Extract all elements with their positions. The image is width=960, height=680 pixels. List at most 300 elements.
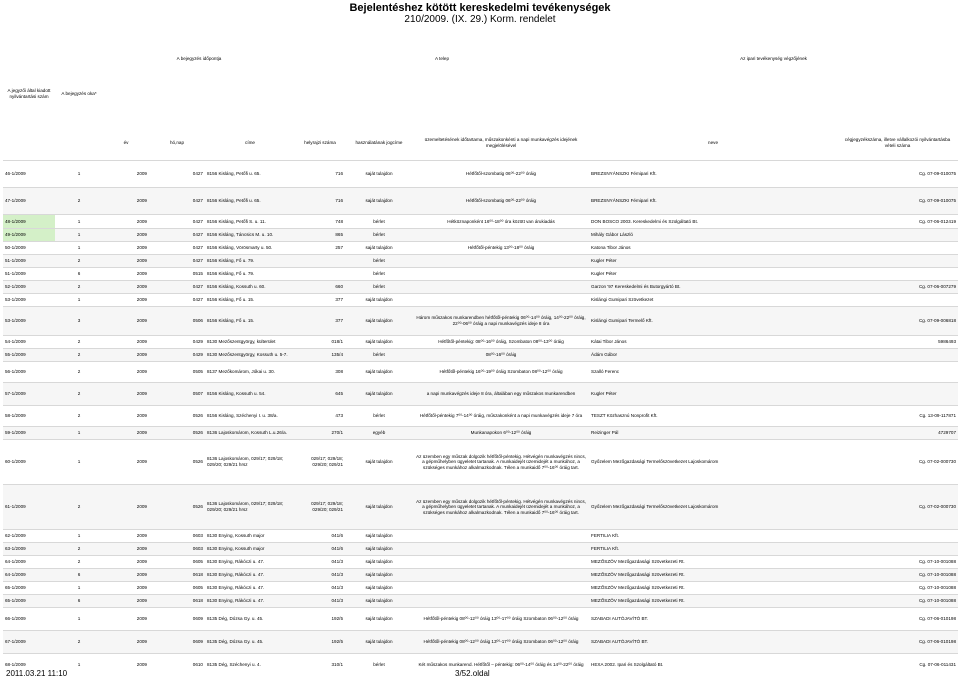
table-row <box>3 281 958 294</box>
table-cell-address: 8130 Enying, Kossuth major <box>205 543 295 556</box>
page-title: Bejelentéshez kötött kereskedelmi tevékenységek <box>349 2 611 14</box>
table-cell-month-day: 0427 <box>149 281 205 294</box>
header-type: A bejegyzés oka* <box>55 52 103 136</box>
table-cell-type: 6 <box>55 595 103 608</box>
table-cell-name: Kislángi Gumipari Szövetkezet <box>589 294 837 307</box>
table-cell-hours: a napi munkavégzés ideje 8 óra, általában egy műszakos munkarendben <box>413 383 589 406</box>
table-cell-lot: 716 <box>295 161 345 188</box>
table-cell-hours: Hétfőtől-péntekig: 08⁰⁰-16⁰⁰ óráig, Szombaton 08⁰⁰-13⁰⁰ óráig <box>413 336 589 349</box>
table-row <box>3 543 958 556</box>
table-cell-name: Garzon '97 Kereskedelmi és Butorgyártó Bt. <box>589 281 837 294</box>
table-cell-lot: 473 <box>295 406 345 427</box>
table-cell-address: 8156 Kisláng, Vörösmarty u. 50. <box>205 242 295 255</box>
table-cell-year: 2009 <box>103 427 149 440</box>
header-time-group: A bejegyzés időpontja <box>103 52 295 66</box>
table-row <box>3 188 958 215</box>
table-cell-hours: Hétfőtől-péntekig 08⁰⁰-12⁰⁰ óráig 13⁰⁰-17⁰⁰ óráig Szombaton 06⁰⁰-12⁰⁰ óráig <box>413 608 589 631</box>
table-cell-name: Reizinger Pál <box>589 427 837 440</box>
table-cell-type: 1 <box>55 582 103 595</box>
table-cell-use: saját tulajdon <box>345 383 413 406</box>
table-cell-hours <box>413 229 589 242</box>
table-cell-use: bérlet <box>345 654 413 677</box>
table-cell-use: saját tulajdon <box>345 485 413 530</box>
table-cell-year: 2009 <box>103 215 149 229</box>
table-cell-name: MEZŐSZÖV Mezőgazdasági Szövetkezeti Rt. <box>589 556 837 569</box>
table-row <box>3 440 958 485</box>
table-cell-company-no: Cg. 07-10-001088 <box>837 595 958 608</box>
table-cell-company-no <box>837 349 958 362</box>
table-cell-reg-no: 64-1/2009 <box>3 569 55 582</box>
table-cell-lot: 660 <box>295 281 345 294</box>
table-cell-lot: 308 <box>295 362 345 383</box>
table-cell-type: 2 <box>55 383 103 406</box>
table-cell-type: 2 <box>55 336 103 349</box>
table-cell-address: 8130 Enying, Rákóczi u. 47. <box>205 582 295 595</box>
table-cell-reg-no: 55-1/2009 <box>3 349 55 362</box>
table-cell-hours <box>413 255 589 268</box>
table-cell-year: 2009 <box>103 229 149 242</box>
table-cell-reg-no: 46-1/2009 <box>3 161 55 188</box>
table-cell-type: 1 <box>55 530 103 543</box>
table-cell-address: 8156 Kisláng, Petőfi u. 65. <box>205 188 295 215</box>
table-cell-reg-no: 61-1/2009 <box>3 485 55 530</box>
table-cell-name: MEZŐSZÖV Mezőgazdasági Szövetkezeti Rt. <box>589 569 837 582</box>
table-cell-year: 2009 <box>103 294 149 307</box>
table-cell-address: 8130 Enying, Kossuth major <box>205 530 295 543</box>
table-cell-type: 1 <box>55 427 103 440</box>
table-cell-company-no <box>837 362 958 383</box>
table-cell-address: 8130 Enying, Rákóczi u. 47. <box>205 569 295 582</box>
table-cell-use: saját tulajdon <box>345 294 413 307</box>
table-cell-use: saját tulajdon <box>345 242 413 255</box>
table-cell-year: 2009 <box>103 362 149 383</box>
table-cell-type: 1 <box>55 654 103 677</box>
table-cell-company-no <box>837 530 958 543</box>
table-cell-reg-no: 51-1/2009 <box>3 255 55 268</box>
table-cell-hours: Hétfőtől-péntekig 13⁰⁰-18⁰⁰ óráig <box>413 242 589 255</box>
table-cell-company-no: Cg. 07-10-001088 <box>837 582 958 595</box>
table-cell-reg-no: 53-1/2009 <box>3 294 55 307</box>
table-cell-use: bérlet <box>345 268 413 281</box>
table-cell-hours <box>413 556 589 569</box>
table-cell-use: bérlet <box>345 406 413 427</box>
table-cell-type: 2 <box>55 631 103 654</box>
table-cell-reg-no: 56-1/2009 <box>3 362 55 383</box>
table-cell-hours: 08⁰⁰-16⁰⁰ óráig <box>413 349 589 362</box>
table-cell-name: FERTILIA Kft. <box>589 530 837 543</box>
table-cell-name: Győzelem Mezőgazdasági Termelőszövetkezet Lajoskomárom <box>589 440 837 485</box>
table-cell-name: SZABADI AUTÓJAVÍTÓ BT. <box>589 631 837 654</box>
table-cell-year: 2009 <box>103 406 149 427</box>
table-row <box>3 556 958 569</box>
table-cell-reg-no: 66-1/2009 <box>3 608 55 631</box>
table-cell-lot <box>295 255 345 268</box>
table-cell-address: 8156 Kisláng, Kossuth u. 60. <box>205 281 295 294</box>
table-cell-type: 2 <box>55 556 103 569</box>
table-cell-lot: 310/1 <box>295 654 345 677</box>
table-cell-use: bérlet <box>345 229 413 242</box>
table-cell-year: 2009 <box>103 349 149 362</box>
table-cell-type: 2 <box>55 349 103 362</box>
table-cell-reg-no: 52-1/2009 <box>3 281 55 294</box>
header-address: címe <box>205 136 295 150</box>
table-row <box>3 427 958 440</box>
table-cell-reg-no: 47-1/2009 <box>3 188 55 215</box>
table-row <box>3 569 958 582</box>
table-cell-reg-no: 50-1/2009 <box>3 242 55 255</box>
table-row <box>3 608 958 631</box>
table-cell-company-no: Cg. 07-06-012419 <box>837 215 958 229</box>
table-cell-month-day: 0605 <box>149 556 205 569</box>
table-cell-company-no: Cg. 07-02-000730 <box>837 485 958 530</box>
table-cell-type: 2 <box>55 281 103 294</box>
table-row <box>3 383 958 406</box>
table-cell-reg-no: 51-1/2009 <box>3 268 55 281</box>
table-cell-address: 8156 Kisláng, Fő u. 15. <box>205 307 295 336</box>
table-cell-address: 8156 Kisláng, Fő u. 15. <box>205 294 295 307</box>
table-cell-name: TESZT Közhasznú Nonprofit Kft. <box>589 406 837 427</box>
table-cell-company-no <box>837 543 958 556</box>
table-cell-reg-no: 57-1/2009 <box>3 383 55 406</box>
table-cell-month-day: 0427 <box>149 215 205 229</box>
table-cell-hours: Hétfőtől-péntekig 08⁰⁰-12⁰⁰ óráig 13⁰⁰-17⁰⁰ óráig Szombaton 06⁰⁰-12⁰⁰ óráig <box>413 631 589 654</box>
table-cell-address: 8135 Dég, Széchenyi u. 4. <box>205 654 295 677</box>
table-cell-month-day: 0603 <box>149 530 205 543</box>
table-cell-address: 8156 Kisláng, Táncsics M. u. 10. <box>205 229 295 242</box>
table-cell-year: 2009 <box>103 383 149 406</box>
table-cell-use: bérlet <box>345 349 413 362</box>
table-cell-use: saját tulajdon <box>345 307 413 336</box>
table-cell-month-day: 0526 <box>149 440 205 485</box>
table-cell-year: 2009 <box>103 336 149 349</box>
table-cell-hours: Munkanapokon 6⁰⁰-12⁰⁰ óráig <box>413 427 589 440</box>
footer-timestamp: 2011.03.21 11:10 <box>6 669 68 678</box>
table-cell-lot: 029/17; 029/18; 029/20; 029/21 <box>295 485 345 530</box>
table-cell-lot: 257 <box>295 242 345 255</box>
table-cell-company-no <box>837 294 958 307</box>
table-cell-hours: Az üzemben egy műszak dolgozik hétfőtől-péntekig. Hétvégén munkavégzés nincs, a gépműhelyben ügyeletet tartanak. A munkaidejét üzemidejét a munkához, a szükséges munkához alkalmazkodnak. Télen a munkaidő 7⁰⁰-16⁰⁰ óráig tart. <box>413 485 589 530</box>
table-cell-address: 8135 Dég, Dózsa Gy. u. 45. <box>205 631 295 654</box>
table-cell-type: 3 <box>55 307 103 336</box>
table-cell-address: 8130 Enying, Rákóczi u. 47. <box>205 556 295 569</box>
header-company-no: cégjegyzékszáma, illetve vállalkozói nyilvántartásba vételi száma <box>837 136 958 150</box>
table-cell-type: 2 <box>55 188 103 215</box>
table-cell-type: 2 <box>55 255 103 268</box>
table-cell-address: 8136 Lajoskomárom, 029/17; 029/18; 029/20; 029/21 hrsz <box>205 440 295 485</box>
table-cell-year: 2009 <box>103 556 149 569</box>
table-cell-month-day: 0609 <box>149 631 205 654</box>
table-cell-reg-no: 65-1/2009 <box>3 595 55 608</box>
table-cell-year: 2009 <box>103 654 149 677</box>
table-cell-name: BREZSNYÁNSZKI Fémipari Kft. <box>589 161 837 188</box>
header-use: használatának jogcíme <box>345 136 413 150</box>
table-cell-year: 2009 <box>103 631 149 654</box>
table-cell-hours <box>413 294 589 307</box>
table-cell-month-day: 0610 <box>149 654 205 677</box>
table-cell-type: 6 <box>55 268 103 281</box>
table-cell-type: 2 <box>55 543 103 556</box>
table-cell-month-day: 0603 <box>149 543 205 556</box>
table-cell-use: saját tulajdon <box>345 582 413 595</box>
table-cell-address: 8156 Kisláng, Kossuth u. 54. <box>205 383 295 406</box>
table-cell-address: 8135 Dég, Dózsa Gy. u. 45. <box>205 608 295 631</box>
table-cell-use: saját tulajdon <box>345 440 413 485</box>
table-cell-hours <box>413 530 589 543</box>
table-cell-company-no: Cg. 07-06-007279 <box>837 281 958 294</box>
table-cell-year: 2009 <box>103 595 149 608</box>
table-cell-lot: 377 <box>295 294 345 307</box>
header-activity-group: Az ipari tevékenység végzőjének <box>589 52 958 66</box>
table-cell-company-no: 5986493 <box>837 336 958 349</box>
table-cell-use: saját tulajdon <box>345 631 413 654</box>
table-cell-lot: 748 <box>295 215 345 229</box>
table-row <box>3 336 958 349</box>
table-cell-type: 1 <box>55 294 103 307</box>
table-cell-hours: Hétfőtől-péntekig 7⁰⁰-14⁰⁰ óráig, műszakonként a napi munkavégzés ideje 7 óra <box>413 406 589 427</box>
table-cell-year: 2009 <box>103 307 149 336</box>
table-cell-company-no <box>837 242 958 255</box>
table-cell-address: 8130 Enying, Rákóczi u. 47. <box>205 595 295 608</box>
table-row <box>3 268 958 281</box>
table-cell-use: bérlet <box>345 215 413 229</box>
table-cell-lot: 645 <box>295 383 345 406</box>
table-row <box>3 582 958 595</box>
table-cell-lot: 041/3 <box>295 582 345 595</box>
table-row <box>3 161 958 188</box>
table-cell-name: Kugler Péter <box>589 383 837 406</box>
table-cell-month-day: 0609 <box>149 608 205 631</box>
table-cell-year: 2009 <box>103 242 149 255</box>
table-row <box>3 530 958 543</box>
table-cell-year: 2009 <box>103 268 149 281</box>
table-cell-use: saját tulajdon <box>345 595 413 608</box>
table-row <box>3 631 958 654</box>
table-cell-address: 8137 Mezőkomárom, Jókai u. 30. <box>205 362 295 383</box>
table-cell-type: 6 <box>55 569 103 582</box>
table-cell-address: 8156 Kisláng, Petőfi S. u. 11. <box>205 215 295 229</box>
table-cell-month-day: 0427 <box>149 242 205 255</box>
table-cell-month-day: 0507 <box>149 383 205 406</box>
table-cell-name: Szalló Ferenc <box>589 362 837 383</box>
table-cell-lot: 135/4 <box>295 349 345 362</box>
table-cell-lot: 192/5 <box>295 608 345 631</box>
table-cell-company-no <box>837 229 958 242</box>
table-cell-type: 2 <box>55 362 103 383</box>
table-cell-use: bérlet <box>345 281 413 294</box>
table-cell-reg-no: 54-1/2009 <box>3 336 55 349</box>
table-cell-address: 8156 Kisláng, Fő u. 79. <box>205 255 295 268</box>
header-name: neve <box>589 136 837 150</box>
table-cell-lot: 865 <box>295 229 345 242</box>
table-cell-year: 2009 <box>103 440 149 485</box>
table-cell-hours <box>413 268 589 281</box>
table-cell-type: 2 <box>55 406 103 427</box>
table-cell-use: saját tulajdon <box>345 362 413 383</box>
table-cell-month-day: 0618 <box>149 595 205 608</box>
table-cell-month-day: 0526 <box>149 427 205 440</box>
table-cell-address: 8130 Mezőszentgyörgy, külterület <box>205 336 295 349</box>
table-cell-reg-no: 53-1/2009 <box>3 307 55 336</box>
table-cell-company-no: Cg. 07-10-001088 <box>837 556 958 569</box>
table-cell-use: bérlet <box>345 255 413 268</box>
table-cell-address: 8156 Kisláng, Petőfi u. 65. <box>205 161 295 188</box>
table-cell-type: 1 <box>55 440 103 485</box>
table-cell-lot: 192/5 <box>295 631 345 654</box>
table-cell-name: Győzelem Mezőgazdasági Termelőszövetkezet Lajoskomárom <box>589 485 837 530</box>
table-cell-name: MEZŐSZÖV Mezőgazdasági Szövetkezeti Rt. <box>589 595 837 608</box>
table-cell-year: 2009 <box>103 543 149 556</box>
footer-page-number: 3/52.oldal <box>455 669 490 678</box>
table-cell-name: SZABADI AUTÓJAVÍTÓ BT. <box>589 608 837 631</box>
table-cell-reg-no: 63-1/2009 <box>3 543 55 556</box>
table-cell-year: 2009 <box>103 608 149 631</box>
table-cell-name: Kislángi Gumipari Termelő Kft. <box>589 307 837 336</box>
table-cell-name: BREZSNYÁNSZKI Fémipari Kft. <box>589 188 837 215</box>
table-row <box>3 406 958 427</box>
table-row <box>3 215 958 229</box>
table-cell-month-day: 0429 <box>149 336 205 349</box>
table-cell-name: Katona Tibor János <box>589 242 837 255</box>
table-cell-lot: 018/1 <box>295 336 345 349</box>
table-cell-type: 1 <box>55 242 103 255</box>
table-cell-lot: 041/6 <box>295 530 345 543</box>
table-cell-month-day: 0526 <box>149 485 205 530</box>
table-cell-hours <box>413 281 589 294</box>
table-cell-reg-no: 58-1/2009 <box>3 406 55 427</box>
register-table <box>3 52 958 676</box>
table-cell-name: Kátai Tibor János <box>589 336 837 349</box>
table-cell-month-day: 0427 <box>149 229 205 242</box>
table-row <box>3 362 958 383</box>
header-reg-no: A jegyzői által kiadott nyilvántartási szám <box>3 52 55 136</box>
header-site-group: A telep <box>295 52 589 66</box>
table-cell-reg-no: 67-1/2009 <box>3 631 55 654</box>
table-row <box>3 242 958 255</box>
table-cell-reg-no: 65-1/2009 <box>3 582 55 595</box>
table-cell-lot: 041/3 <box>295 569 345 582</box>
table-cell-lot: 041/6 <box>295 543 345 556</box>
table-cell-year: 2009 <box>103 569 149 582</box>
table-cell-hours: Hétköznaponként 16⁰⁰-18⁰⁰ óra között van árukiadás <box>413 215 589 229</box>
table-cell-reg-no: 49-1/2009 <box>3 229 55 242</box>
table-row <box>3 307 958 336</box>
table-cell-month-day: 0505 <box>149 362 205 383</box>
table-cell-year: 2009 <box>103 255 149 268</box>
table-row <box>3 229 958 242</box>
table-cell-use: saját tulajdon <box>345 556 413 569</box>
table-cell-type: 1 <box>55 215 103 229</box>
table-cell-lot <box>295 268 345 281</box>
table-cell-name: Ádám Gábor <box>589 349 837 362</box>
table-cell-type: 2 <box>55 485 103 530</box>
table-cell-hours: Hétfőtől-szombatig 06⁰⁰-22⁰⁰ óráig <box>413 161 589 188</box>
table-cell-hours: Hétfőtől-péntekig 16⁰⁰-19⁰⁰ óráig Szombaton 08⁰⁰-12⁰⁰ óráig <box>413 362 589 383</box>
table-cell-address: 8156 Kisláng, Fő u. 79. <box>205 268 295 281</box>
table-cell-use: saját tulajdon <box>345 530 413 543</box>
table-cell-month-day: 0526 <box>149 406 205 427</box>
table-cell-company-no: Cg. 07-02-000730 <box>837 440 958 485</box>
table-cell-hours: Az üzemben egy műszak dolgozik hétfőtől-péntekig. Hétvégén munkavégzés nincs, a gépműhelyben ügyeletet tartanak. A munkaidejét üzemidejét a munkához, a szükséges munkához alkalmazkodnak. Télen a munkaidő 7⁰⁰-16⁰⁰ óráig tart. <box>413 440 589 485</box>
table-cell-use: saját tulajdon <box>345 336 413 349</box>
table-cell-year: 2009 <box>103 530 149 543</box>
table-cell-reg-no: 48-1/2009 <box>3 215 55 229</box>
table-cell-company-no <box>837 268 958 281</box>
table-row <box>3 485 958 530</box>
table-cell-company-no <box>837 383 958 406</box>
table-cell-type: 1 <box>55 161 103 188</box>
table-cell-lot: 270/1 <box>295 427 345 440</box>
table-cell-lot: 041/3 <box>295 595 345 608</box>
table-cell-use: saját tulajdon <box>345 569 413 582</box>
table-cell-name: DON BOSCO 2003. Kereskedelmi és Szolgáltató Bt. <box>589 215 837 229</box>
header-year: év <box>103 136 149 150</box>
table-cell-hours: Két műszakos munkarend. Hétfőtől – péntekig: 06⁰⁰-14⁰⁰ óráig és 14⁰⁰-22⁰⁰ óráig <box>413 654 589 677</box>
table-cell-month-day: 0427 <box>149 161 205 188</box>
table-cell-name: Mihály Gábor László <box>589 229 837 242</box>
table-cell-hours <box>413 569 589 582</box>
table-cell-company-no: Cg. 07-09-010075 <box>837 188 958 215</box>
table-cell-reg-no: 62-1/2009 <box>3 530 55 543</box>
table-cell-hours <box>413 582 589 595</box>
table-cell-year: 2009 <box>103 485 149 530</box>
table-cell-name: FERTILIA Kft. <box>589 543 837 556</box>
table-cell-month-day: 0427 <box>149 294 205 307</box>
table-cell-name: Kugler Péter <box>589 268 837 281</box>
table-cell-reg-no: 60-1/2009 <box>3 440 55 485</box>
table-cell-company-no: 4729707 <box>837 427 958 440</box>
table-cell-use: egyéb <box>345 427 413 440</box>
table-cell-hours <box>413 595 589 608</box>
table-cell-lot: 377 <box>295 307 345 336</box>
table-cell-lot: 041/3 <box>295 556 345 569</box>
table-cell-lot: 029/17; 029/18; 029/20; 029/21 <box>295 440 345 485</box>
table-cell-month-day: 0515 <box>149 268 205 281</box>
table-cell-year: 2009 <box>103 188 149 215</box>
table-cell-month-day: 0506 <box>149 307 205 336</box>
table-cell-company-no: Cg. 07-10-001088 <box>837 569 958 582</box>
header-month-day: hó,nap <box>149 136 205 150</box>
table-cell-lot: 716 <box>295 188 345 215</box>
header-lot: helyrajzi száma <box>295 136 345 150</box>
table-cell-use: saját tulajdon <box>345 161 413 188</box>
table-cell-company-no: Cg. 07-06-010198 <box>837 608 958 631</box>
page-subtitle: 210/2009. (IX. 29.) Korm. rendelet <box>404 14 556 25</box>
table-cell-use: saját tulajdon <box>345 188 413 215</box>
header-hours: üzemeltetésének időtartama, műszakonkénti a napi munkavégzés idejének megjelölésével <box>413 136 589 150</box>
table-cell-month-day: 0427 <box>149 188 205 215</box>
table-cell-month-day: 0429 <box>149 349 205 362</box>
table-cell-name: HEXA 2002. Ipari és Szolgáltató Bt. <box>589 654 837 677</box>
table-cell-reg-no: 59-1/2009 <box>3 427 55 440</box>
table-row <box>3 349 958 362</box>
table-cell-company-no <box>837 255 958 268</box>
table-cell-reg-no: 68-1/2009 <box>3 654 55 677</box>
table-cell-year: 2009 <box>103 161 149 188</box>
table-cell-address: 8156 Kisláng, Széchenyi I. u. 38/a. <box>205 406 295 427</box>
table-cell-company-no: Cg. 07-06-010198 <box>837 631 958 654</box>
table-cell-month-day: 0427 <box>149 255 205 268</box>
table-row <box>3 294 958 307</box>
table-cell-company-no: Cg. 07-09-006818 <box>837 307 958 336</box>
table-cell-type: 1 <box>55 229 103 242</box>
table-cell-company-no: Cg. 07-09-010075 <box>837 161 958 188</box>
table-cell-name: Kugler Péter <box>589 255 837 268</box>
table-cell-month-day: 0605 <box>149 582 205 595</box>
table-row <box>3 595 958 608</box>
table-cell-year: 2009 <box>103 582 149 595</box>
table-cell-hours: Hétfőtől-szombatig 06⁰⁰-22⁰⁰ óráig <box>413 188 589 215</box>
table-cell-company-no: Cg. 07-06-011431 <box>837 654 958 677</box>
